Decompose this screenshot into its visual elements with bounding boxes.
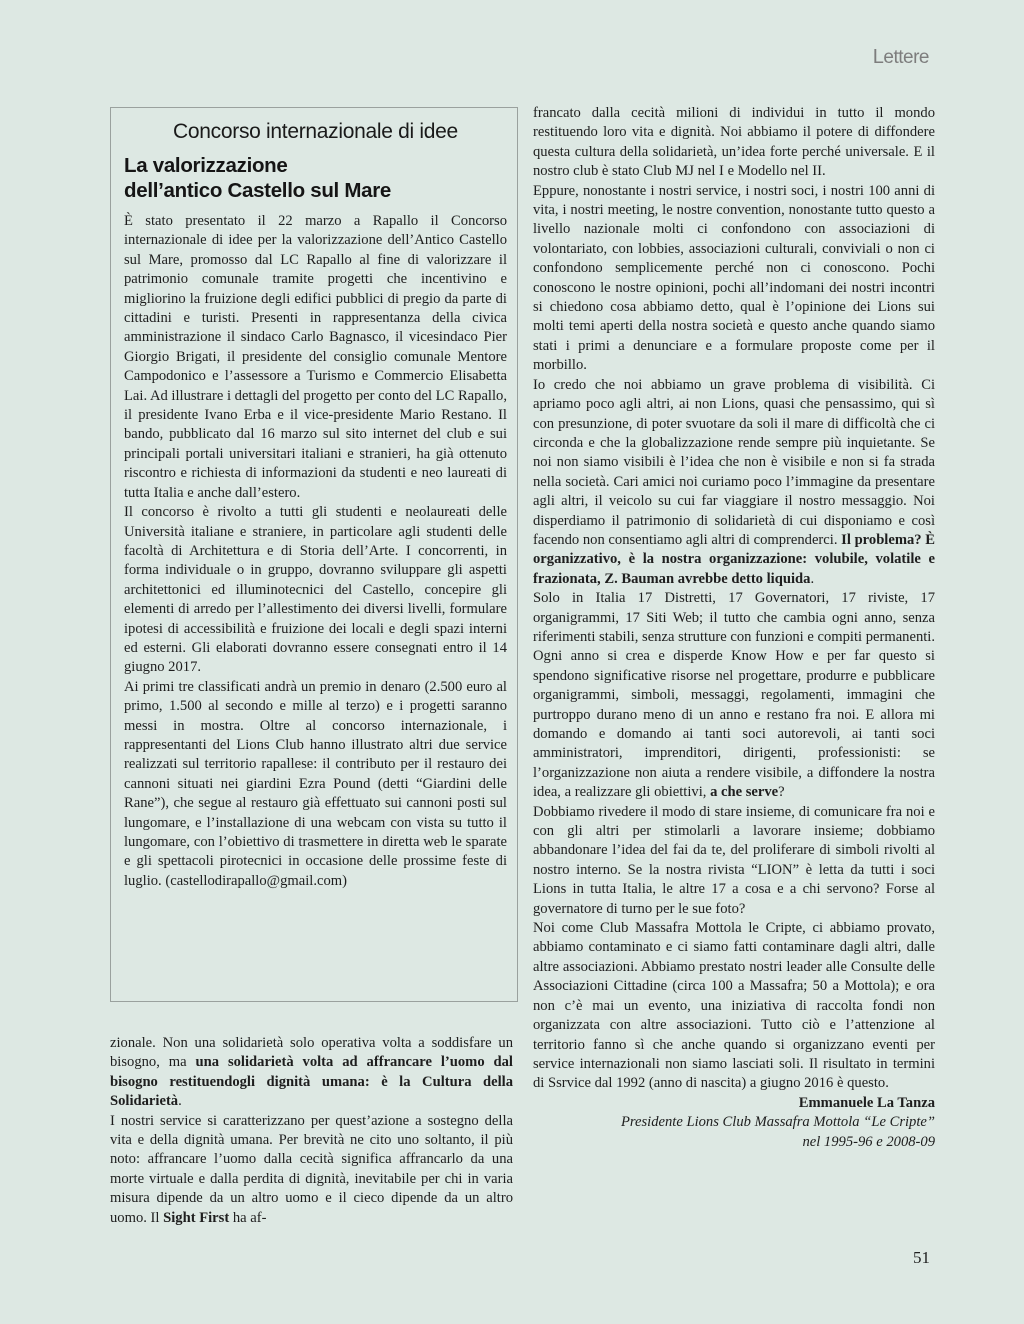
page-number: 51 xyxy=(913,1248,930,1267)
text-run: Noi come Club Massafra Mottola le Cripte, ci abbiamo provato, abbiamo contaminato e ci siamo fatti contaminare dagli altri, dalle altre associazioni. Abbiamo prestato nostri leader alle Consulte delle Associazioni Cittadine (circa 100 a Massafra; 50 a Mottola); e ora non c’è mai un evento, una iniziativa di raccolta fondi non organizzata con altre associazioni. Tutto ciò e l’attenzione al territorio fanno sì che anche quando si organizzano eventi per service internazionali non siamo lasciati soli. Il risultato in termini di Ssrvice dal 1992 (anno di nascita) a giugno 2016 è questo. xyxy=(533,920,935,1092)
text-run: ? xyxy=(778,784,785,801)
paragraph xyxy=(124,678,507,891)
box-body xyxy=(124,212,507,891)
letter-column-right-body xyxy=(533,104,935,1094)
box-headline-line-2: dell’antico Castello sul Mare xyxy=(124,179,391,202)
text-run: È stato presentato il 22 marzo a Rapallo il Concorso internazionale di idee per la valorizzazione dell’Antico Castello sul Mare, promosso dal LC Rapallo al fine di valorizzare il patrimonio comunale tramite progetti che incentivino e migliorino la fruizione degli edifici pubblici di pregio da parte di cittadini e turisti. Presenti in rappresentanza della civica amministrazione il sindaco Carlo Bagnasco, il vicesindaco Pier Giorgio Brigati, il presidente del consiglio comunale Mentore Campodonico e l’assessore a Turismo e Commercio Elisabetta Lai. Ad illustrare i dettagli del progetto per conto del LC Rapallo, il presidente Ivano Erba e il vice-presidente Mario Restano. Il bando, pubblicato dal 16 marzo sul sito internet del club e sui principali portali universitari italiani e stranieri, ha già ottenuto riscontro e richiesta di informazioni da studenti e neo laureati di tutta Italia e anche dall’estero. xyxy=(124,213,507,501)
letter-column-left xyxy=(110,1034,513,1228)
box-kicker: Concorso internazionale di idee xyxy=(173,120,458,143)
box-headline-line-1: La valorizzazione xyxy=(124,154,288,177)
bold-text: Il problema? È organizzativo, è la nostra organizzazione: volubile, volatile e frazionata, Z. Bauman avrebbe detto liquida xyxy=(533,531,935,587)
paragraph xyxy=(533,589,935,802)
text-run: ha af- xyxy=(229,1209,267,1226)
text-run: francato dalla cecità milioni di individui in tutto il mondo restituendo loro vita e dignità. Noi abbiamo il potere di diffondere questa cultura della solidarietà, un’idea forte perché universale. E il nostro club è stato Club MJ nel I e Modello nel II. xyxy=(533,105,935,180)
section-label-rest: ettere xyxy=(883,47,929,68)
paragraph xyxy=(124,503,507,678)
text-run: . xyxy=(178,1093,182,1110)
text-run: Il concorso è rivolto a tutti gli studenti e neolaureati delle Università italiane e straniere, in particolare agli studenti delle facoltà di Architettura e di Storia dell’Arte. I concorrenti, in forma individuale o in gruppo, dovranno sviluppare gli aspetti architettonici ed illuminotecnici del Castello, concepire gli elementi di arredo per l’allestimento dei diversi livelli, formulare ipotesi di accessibilità e fruizione dei locali e degli spazi interni ed esterni. Gli elaborati dovranno essere consegnati entro il 14 giugno 2017. xyxy=(124,504,507,676)
signature-block xyxy=(533,1094,935,1152)
paragraph xyxy=(124,212,507,503)
section-label-initial: L xyxy=(872,46,884,68)
paragraph xyxy=(533,182,935,376)
letter-column-right xyxy=(533,104,935,1152)
text-run: I nostri service si caratterizzano per quest’azione a sostegno della vita e della dignità umana. Per brevità ne cito uno soltanto, il più noto: affrancare l’uomo dalla cecità significa affrancarlo da una morte virtuale e dalla perdita di dignità, inevitabile per chi in varia misura dipende da un altro uomo e il cieco dipende da un altro uomo. Il xyxy=(110,1112,513,1226)
text-run: zionale. Non una solidarietà solo operativa volta a soddisfare un bisogno, ma xyxy=(110,1035,513,1071)
text-run: Dobbiamo rivedere il modo di stare insieme, di comunicare fra noi e con gli altri per stimolarli a lavorare insieme; dobbiamo abbandonare l’idea del fai da te, del proliferare di simboli rivolti al nostro interno. Se la nostra rivista “LION” è letta da tutti i soci Lions in tutta Italia, le altre 17 a cosa e a chi servono? Forse al governatore di turno per le sue foto? xyxy=(533,803,935,917)
section-label xyxy=(873,46,929,69)
signature-name: Emmanuele La Tanza xyxy=(798,1094,935,1111)
bold-text: Sight First xyxy=(163,1209,230,1226)
paragraph xyxy=(533,919,935,1094)
text-run: Eppure, nonostante i nostri service, i nostri soci, i nostri 100 anni di vita, i nostri meeting, le nostre convention, nonostante tutto questo a livello nazionale molti ci confondono con associazioni di volontariato, con lobbies, associazioni culturali, conviviali o non ci confondono semplicemente perché non ci conoscono. Pochi conoscono le nostre opinioni, pochi all’indomani dei nostri incontri si chiedono cosa abbiamo detto, qual è l’opinione dei Lions sui molti temi aperti della nostra società e questo anche quando siamo stati i primi a denunciare e a formulare proposte come per il morbillo. xyxy=(533,182,935,374)
paragraph xyxy=(110,1112,513,1228)
bold-text: una solidarietà volta ad affrancare l’uomo dal bisogno restituendogli dignità umana: è la Cultura della Solidarietà xyxy=(110,1054,513,1110)
text-run: Io credo che noi abbiamo un grave problema di visibilità. Ci apriamo poco agli altri, ai non Lions, quasi che pensassimo, qui sì con presunzione, di poter svuotare da soli il mare di difficoltà che ci circonda e che la globalizzazione rende sempre più inquietante. Se noi non siamo visibili è l’idea che non è visibile e non si fa strada nella società. Cari amici noi curiamo poco l’immagine da presentare agli altri, il veicolo su cui far viaggiare il nostro messaggio. Noi disperdiamo il patrimonio di solidarietà di cui disponiamo e così facendo non consentiamo agli altri di comprenderci. xyxy=(533,376,935,548)
text-run: . xyxy=(810,570,815,587)
signature-role-line-1: Presidente Lions Club Massafra Mottola “Le Cripte” xyxy=(620,1114,935,1131)
text-run: Ai primi tre classificati andrà un premio in denaro (2.500 euro al primo, 1.500 al secondo e mille al terzo) e i progetti saranno messi in mostra. Oltre al concorso internazionale, i rappresentanti del Lions Club hanno illustrato altri due service realizzati sul territorio rapallese: il contributo per il restauro dei cannoni situati nei giardini Ezra Pound (detti “Giardini delle Rane”), che segue al restauro già effettuato sui cannoni posti sul lungomare, e l’installazione di una webcam con vista su tutto il lungomare, con l’obiettivo di trasmettere in diretta web le sparate e gli spettacoli pirotecnici in occasione delle prossime feste di luglio. (castellodirapallo@gmail.com) xyxy=(124,678,507,889)
signature-role-line-2: nel 1995-96 e 2008-09 xyxy=(802,1133,935,1150)
paragraph xyxy=(533,803,935,919)
competition-sidebar-box xyxy=(110,107,518,1002)
box-headline xyxy=(124,153,507,203)
paragraph xyxy=(533,104,935,182)
text-run: Solo in Italia 17 Distretti, 17 Governatori, 17 riviste, 17 organigrammi, 17 Siti Web; il tutto che cambia ogni anno, senza riferimenti stabili, senza strutture con funzioni e compiti permanenti. Ogni anno si crea e disperde Know How e per far questo si spendono significative risorse nel progettare, produrre e pubblicare organigrammi, simboli, messaggi, regolamenti, immagini che purtroppo durano meno di un anno e restano fra noi. E allora mi domando e domando ai tanti soci autorevoli, ai tanti soci amministratori, imprenditori, dirigenti, professionisti: se l’organizzazione non aiuta a rendere visibile, a diffondere la nostra idea, a realizzare gli obiettivi, xyxy=(533,590,936,801)
paragraph xyxy=(110,1034,513,1112)
bold-text: a che serve xyxy=(710,784,779,801)
paragraph xyxy=(533,376,935,589)
